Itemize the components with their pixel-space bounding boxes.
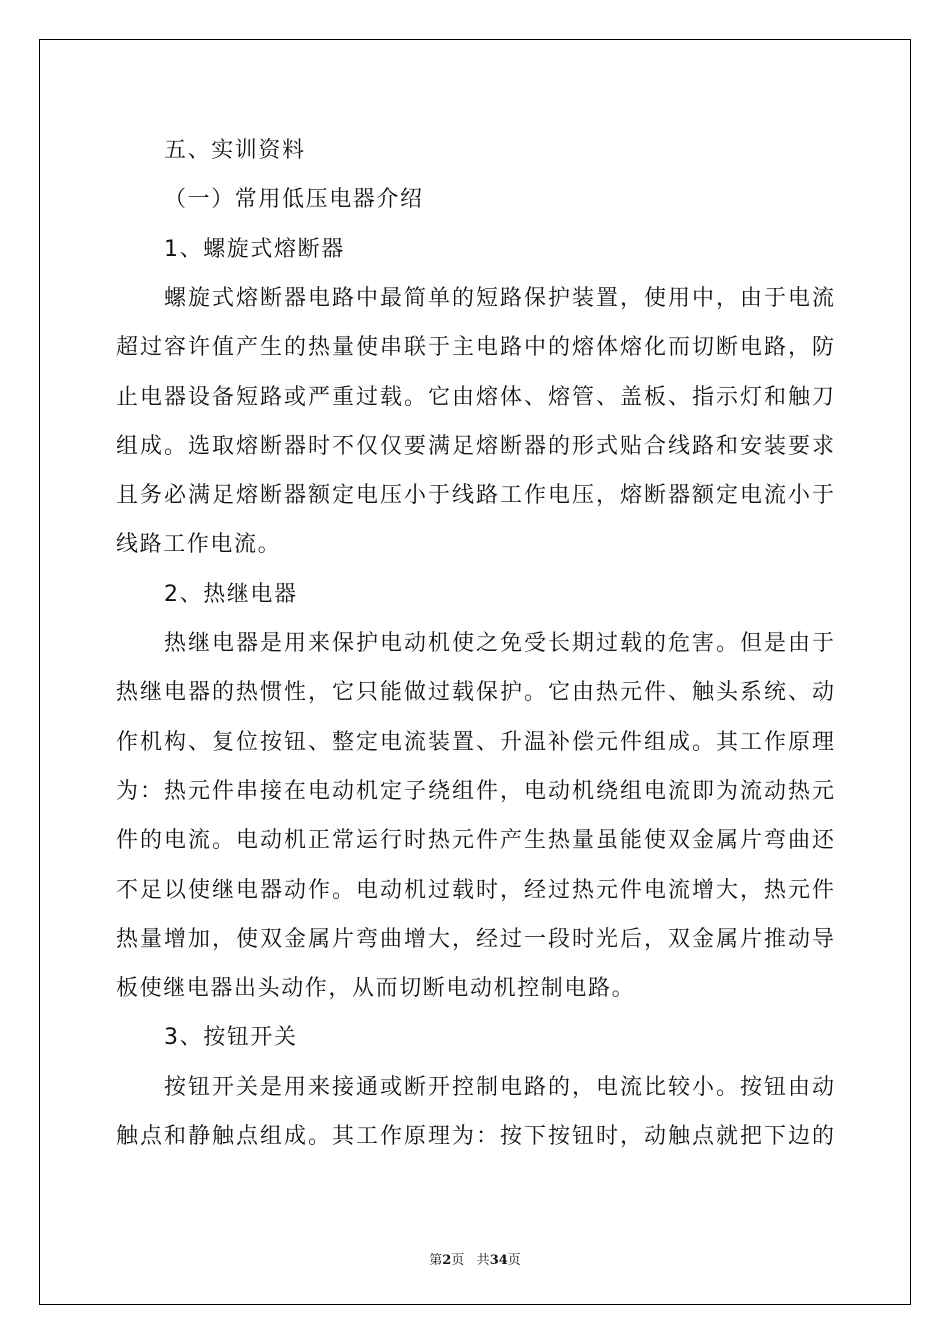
- paragraph-line: 件的电流。电动机正常运行时热元件产生热量虽能使双金属片弯曲还: [116, 828, 834, 854]
- footer-total-unit: 页: [507, 1253, 521, 1268]
- page-border: [39, 39, 911, 1305]
- paragraph-line: 按钮开关是用来接通或断开控制电路的，电流比较小。按钮由动: [164, 1074, 834, 1100]
- footer-page-prefix: 第: [429, 1253, 443, 1268]
- section-heading: 1、螺旋式熔断器: [164, 236, 345, 262]
- section-heading: 五、实训资料: [164, 138, 306, 163]
- paragraph-line: 止电器设备短路或严重过载。它由熔体、熔管、盖板、指示灯和触刀: [116, 384, 834, 410]
- paragraph-line: 螺旋式熔断器电路中最简单的短路保护装置，使用中，由于电流: [164, 285, 834, 311]
- paragraph-line: 热继电器的热惯性，它只能做过载保护。它由热元件、触头系统、动: [116, 680, 834, 706]
- paragraph-line: 且务必满足熔断器额定电压小于线路工作电压，熔断器额定电流小于: [116, 483, 834, 509]
- footer-page-current: 2: [442, 1253, 452, 1268]
- paragraph-line: 组成。选取熔断器时不仅仅要满足熔断器的形式贴合线路和安装要求: [116, 433, 834, 459]
- section-heading: 3、按钮开关: [164, 1025, 298, 1051]
- paragraph-line: 为：热元件串接在电动机定子绕组件，电动机绕组电流即为流动热元: [116, 778, 834, 804]
- paragraph-line: 热继电器是用来保护电动机使之免受长期过载的危害。但是由于: [164, 631, 834, 656]
- footer-total-prefix: 共: [476, 1253, 490, 1268]
- section-heading: 2、热继电器: [164, 581, 298, 607]
- section-heading: （一）常用低压电器介绍: [164, 187, 424, 213]
- page-footer: [0, 1249, 950, 1268]
- paragraph-line: 作机构、复位按钮、整定电流装置、升温补偿元件组成。其工作原理: [116, 729, 834, 755]
- paragraph-line: 超过容许值产生的热量使串联于主电路中的熔体熔化而切断电路，防: [116, 335, 834, 361]
- paragraph-line: 热量增加，使双金属片弯曲增大，经过一段时光后，双金属片推动导: [116, 926, 834, 952]
- footer-page-unit: 页: [451, 1253, 465, 1268]
- paragraph-line: 不足以使继电器动作。电动机过载时，经过热元件电流增大，热元件: [116, 877, 834, 903]
- paragraph-line: 触点和静触点组成。其工作原理为：按下按钮时，动触点就把下边的: [116, 1124, 834, 1149]
- footer-page-total: 34: [489, 1253, 508, 1268]
- paragraph-line: 板使继电器出头动作，从而切断电动机控制电路。: [116, 976, 636, 1002]
- paragraph-line: 线路工作电流。: [116, 532, 282, 558]
